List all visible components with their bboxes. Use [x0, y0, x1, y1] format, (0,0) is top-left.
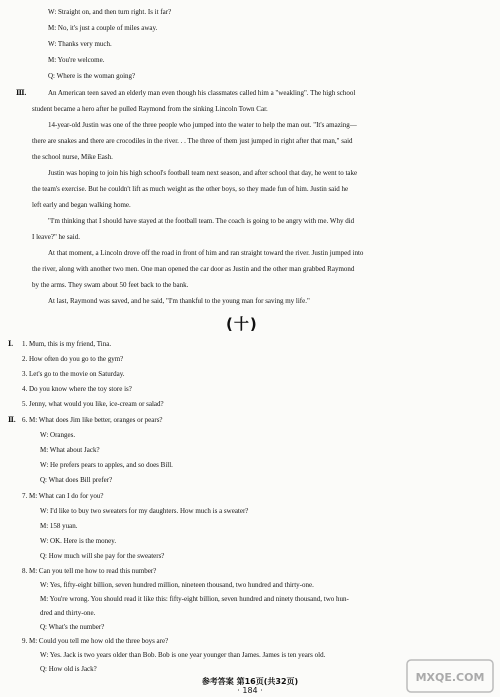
passage-line: left early and began walking home. — [32, 201, 131, 209]
list-item: 3. Let's go to the movie on Saturday. — [22, 370, 125, 378]
list-item: 6. M: What does Jim like better, oranges or pears? — [22, 416, 163, 424]
dialogue-line: dred and thirty-one. — [40, 609, 96, 617]
passage-line: An American teen saved an elderly man even though his classmates called him a "weakling". The high school — [48, 89, 356, 97]
list-item: 5. Jenny, what would you like, ice-cream or salad? — [22, 400, 164, 408]
question-line: Q: What's the number? — [40, 623, 105, 631]
site-watermark-logo — [406, 659, 494, 693]
passage-line: the team's exercise. But he couldn't lift as much weight as the other boys, so they made fun of him. Justin said he — [32, 185, 349, 193]
list-item: 7. M: What can I do for you? — [22, 492, 104, 500]
passage-line: the school nurse, Mike Eash. — [32, 153, 113, 161]
passage-line: 14-year-old Justin was one of the three people who jumped into the water to help the man out. "It's amazing— — [48, 121, 357, 129]
dialogue-line: W: Yes, fifty-eight billion, seven hundred million, nineteen thousand, two hundred and thirty-one. — [40, 581, 314, 589]
section-marker: Ⅱ. — [8, 416, 16, 424]
passage-line: there are snakes and there are crocodiles in the river. . . The three of them just jumped in right after that man," said — [32, 137, 353, 145]
section-marker: Ⅰ. — [8, 340, 14, 348]
watermark-text: MXQE.COM — [415, 671, 485, 684]
page-number: · 184 · — [237, 686, 263, 695]
dialogue-line: W: I'd like to buy two sweaters for my daughters. How much is a sweater? — [40, 507, 249, 515]
list-item: 8. M: Can you tell me how to read this number? — [22, 567, 157, 575]
passage-line: "I'm thinking that I should have stayed at the football team. The coach is going to be angry with me. Why did — [48, 217, 355, 225]
list-item: 4. Do you know where the toy store is? — [22, 385, 132, 393]
question-line: Q: How old is Jack? — [40, 665, 97, 673]
dialogue-line: M: What about Jack? — [40, 446, 100, 454]
passage-line: I leave?" he said. — [32, 233, 80, 241]
dialogue-line: W: Yes. Jack is two years older than Bob. Bob is one year younger than James. James is ten years old. — [40, 651, 326, 659]
dialogue-line: W: OK. Here is the money. — [40, 537, 117, 545]
passage-line: At that moment, a Lincoln drove off the road in front of him and ran straight toward the river. Justin jumped into — [48, 249, 364, 257]
section-title: (十) — [226, 315, 258, 333]
dialogue-line: M: No, it's just a couple of miles away. — [48, 24, 158, 32]
footer-reference: 参考答案 第16页(共32页) — [201, 677, 299, 686]
dialogue-line: M: 158 yuan. — [40, 522, 78, 530]
section-marker: Ⅲ. — [16, 89, 27, 97]
dialogue-line: W: Thanks very much. — [48, 40, 112, 48]
dialogue-line: M: You're wrong. You should read it like this: fifty-eight billion, seven hundred and ninety thousand, two hun- — [40, 595, 349, 603]
dialogue-line: M: You're welcome. — [48, 56, 105, 64]
passage-line: by the arms. They swam about 50 feet back to the bank. — [32, 281, 189, 289]
dialogue-line: W: He prefers pears to apples, and so does Bill. — [40, 461, 173, 469]
question-line: Q: Where is the woman going? — [48, 72, 136, 80]
passage-line: At last, Raymond was saved, and he said, "I'm thankful to the young man for saving my life." — [48, 297, 310, 305]
passage-line: student became a hero after he pulled Raymond from the sinking Lincoln Town Car. — [32, 105, 268, 113]
list-item: 2. How often do you go to the gym? — [22, 355, 124, 363]
dialogue-line: W: Oranges. — [40, 431, 76, 439]
list-item: 9. M: Could you tell me how old the three boys are? — [22, 637, 169, 645]
question-line: Q: How much will she pay for the sweaters? — [40, 552, 165, 560]
dialogue-line: W: Straight on, and then turn right. Is it far? — [48, 8, 172, 16]
passage-line: Justin was hoping to join his high school's football team next season, and after school that day, he went to take — [48, 169, 358, 177]
list-item: 1. Mum, this is my friend, Tina. — [22, 340, 112, 348]
passage-line: the river, along with another two men. One man opened the car door as Justin and the other man grabbed Raymond — [32, 265, 355, 273]
question-line: Q: What does Bill prefer? — [40, 476, 113, 484]
